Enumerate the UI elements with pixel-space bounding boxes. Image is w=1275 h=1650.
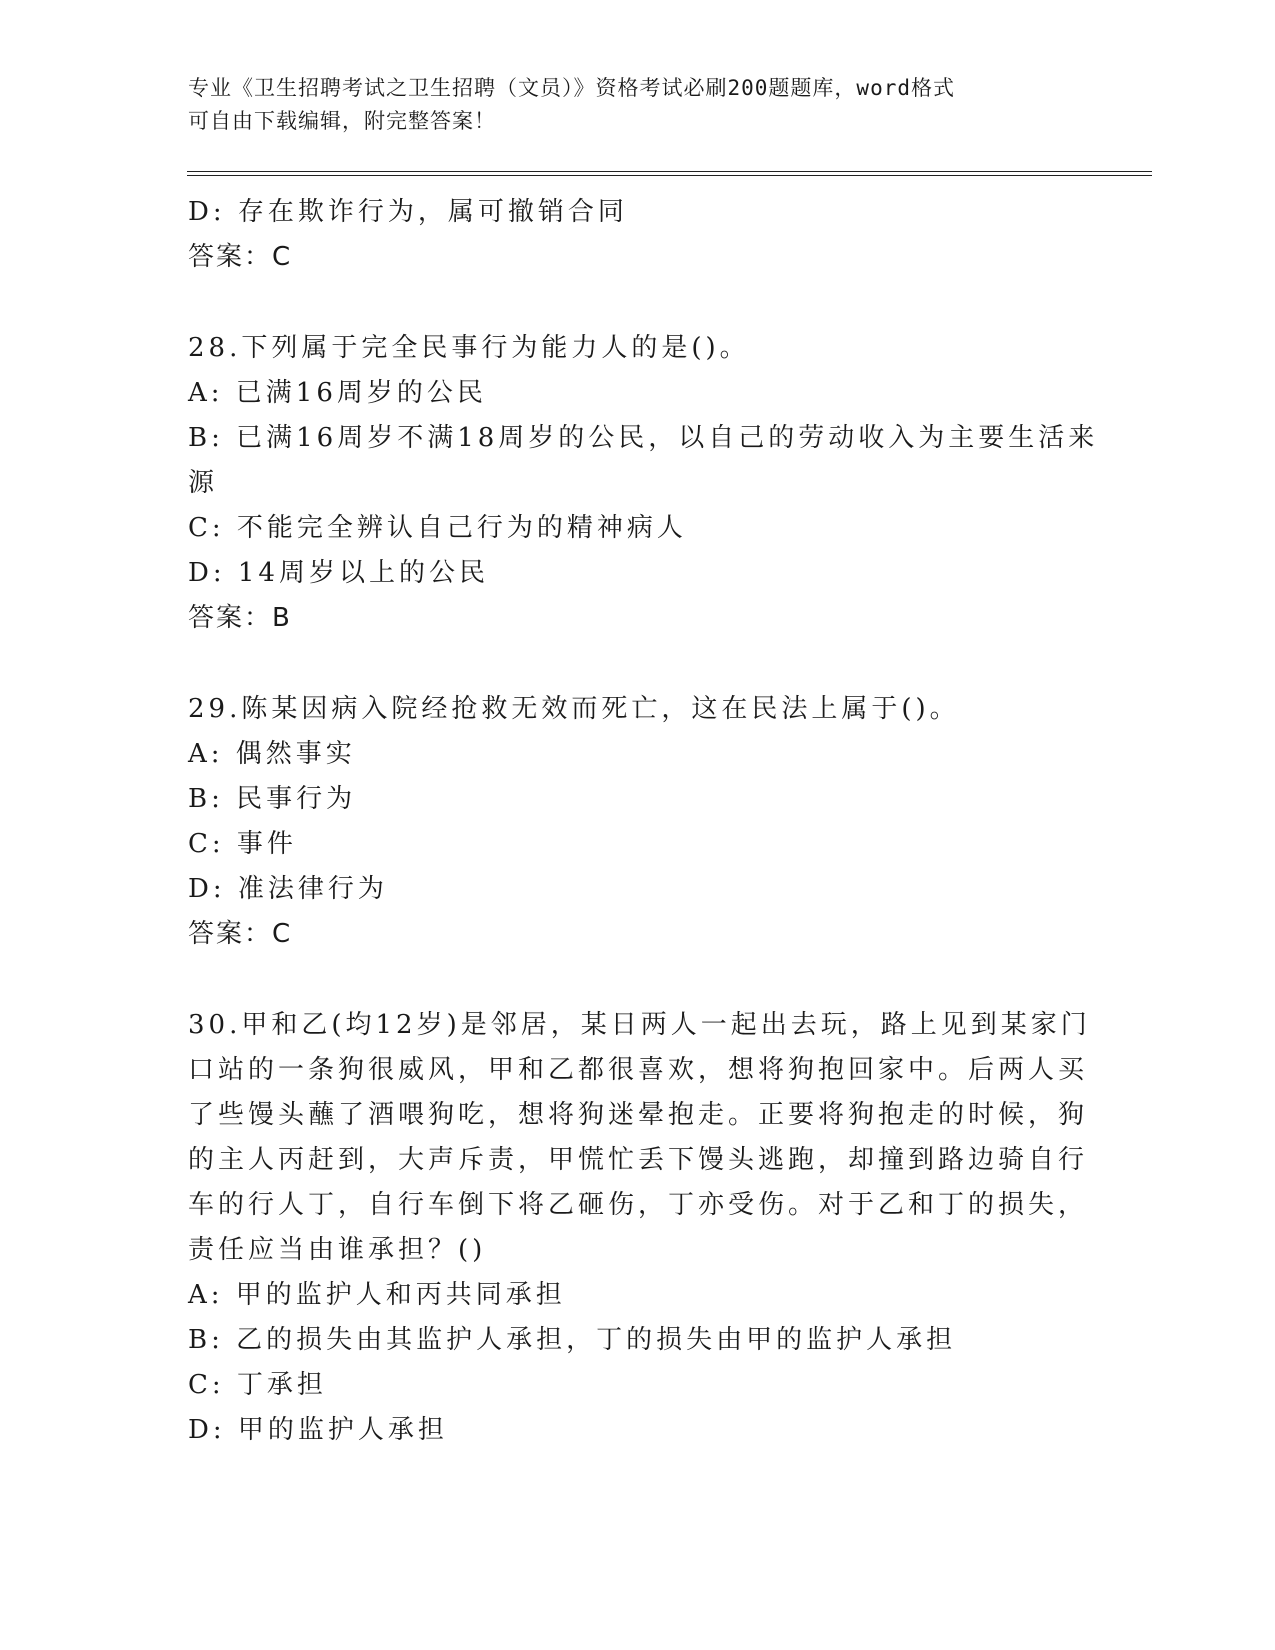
question-29: [188, 687, 1188, 957]
question-stem: 28.下列属于完全民事行为能力人的是()。: [188, 333, 750, 363]
spacer: [188, 957, 1188, 1003]
option-a: A: 甲的监护人和丙共同承担: [188, 1280, 566, 1310]
option-d: D: 存在欺诈行为，属可撤销合同: [188, 197, 628, 227]
document-body: [188, 190, 1188, 1453]
header-rule-top: [187, 171, 1152, 172]
answer-line: 答案：B: [188, 603, 292, 633]
option-b: B: 乙的损失由其监护人承担，丁的损失由甲的监护人承担: [188, 1325, 957, 1355]
option-a: A: 已满16周岁的公民: [188, 378, 487, 408]
question-28: [188, 326, 1188, 641]
question-stem-line: 车的行人丁，自行车倒下将乙砸伤，丁亦受伤。对于乙和丁的损失，: [188, 1190, 1089, 1220]
spacer: [188, 280, 1188, 326]
option-d: D: 甲的监护人承担: [188, 1415, 448, 1445]
question-stem-line: 了些馒头蘸了酒喂狗吃，想将狗迷晕抱走。正要将狗抱走的时候，狗: [188, 1100, 1089, 1130]
option-b: B: 已满16周岁不满18周岁的公民，以自己的劳动收入为主要生活来: [188, 423, 1099, 453]
spacer: [188, 641, 1188, 687]
option-d: D: 准法律行为: [188, 874, 388, 904]
question-stem-line: 口站的一条狗很威风，甲和乙都很喜欢，想将狗抱回家中。后两人买: [188, 1055, 1089, 1085]
option-b-continued: 源: [188, 468, 219, 498]
question-stem-line: 责任应当由谁承担？(): [188, 1235, 487, 1265]
option-d: D: 14周岁以上的公民: [188, 558, 489, 588]
question-stem-line: 的主人丙赶到，大声斥责，甲慌忙丢下馒头逃跑，却撞到路边骑自行: [188, 1145, 1089, 1175]
question-stem-line: 30.甲和乙(均12岁)是邻居，某日两人一起出去玩，路上见到某家门: [188, 1010, 1091, 1040]
header-line: 可自由下载编辑，附完整答案！: [188, 109, 496, 133]
option-b: B: 民事行为: [188, 784, 357, 814]
answer-line: 答案：C: [188, 242, 293, 272]
header-rule-bottom: [187, 175, 1152, 176]
option-c: C: 丁承担: [188, 1370, 327, 1400]
option-c: C: 事件: [188, 829, 297, 859]
question-stem: 29.陈某因病入院经抢救无效而死亡，这在民法上属于()。: [188, 694, 960, 724]
option-a: A: 偶然事实: [188, 739, 356, 769]
option-c: C: 不能完全辨认自己行为的精神病人: [188, 513, 687, 543]
document-header: [188, 72, 1068, 138]
answer-line: 答案：C: [188, 919, 293, 949]
header-line: 专业《卫生招聘考试之卫生招聘（文员）》资格考试必刷200题题库，word格式: [188, 76, 955, 100]
question-30: [188, 1003, 1188, 1453]
